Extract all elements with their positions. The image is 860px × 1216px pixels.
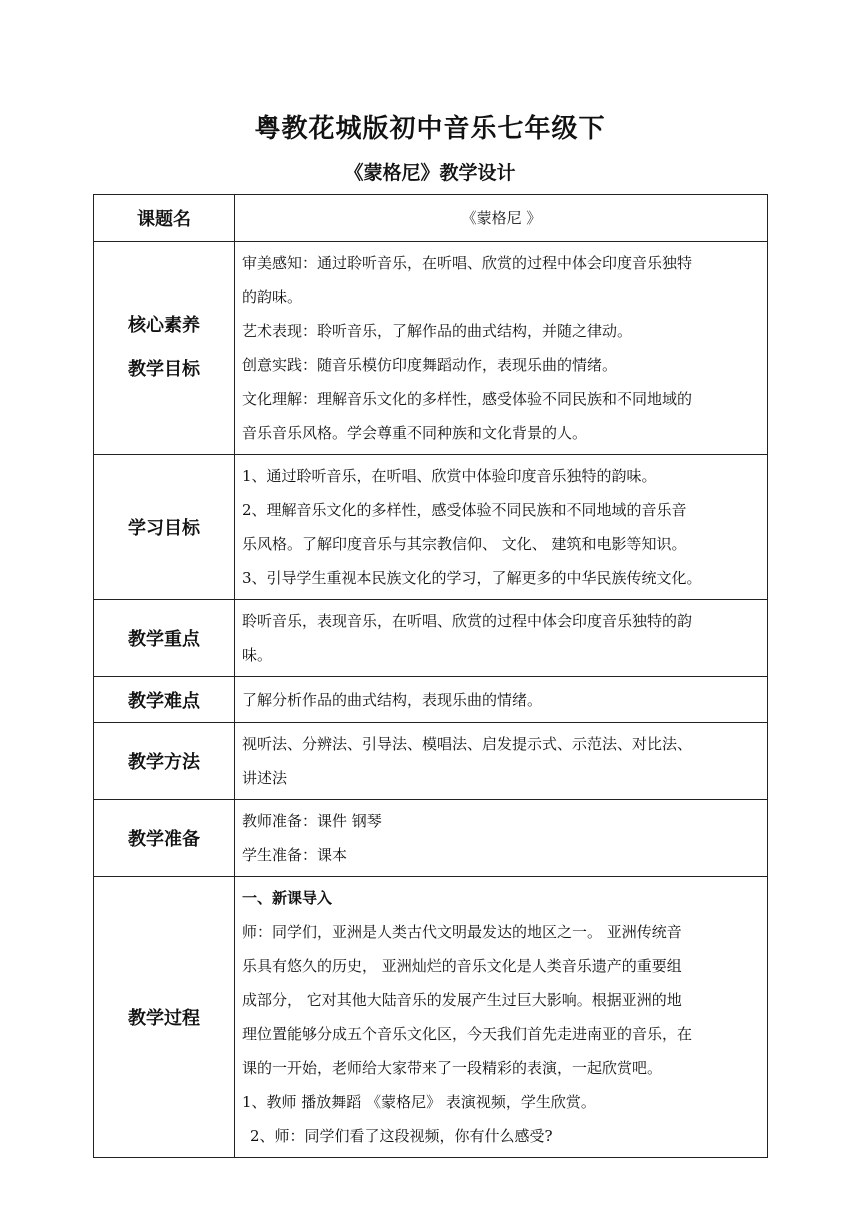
table-row-methods bbox=[94, 723, 768, 800]
process-line: 成部分， 它对其他大陆音乐的发展产生过巨大影响。根据亚洲的地 bbox=[242, 991, 682, 1009]
process-heading: 一、新课导入 bbox=[242, 889, 333, 907]
core-line: 的韵味。 bbox=[242, 288, 303, 306]
core-label-line: 教学目标 bbox=[128, 359, 200, 380]
table-row-key bbox=[94, 600, 768, 677]
process-content bbox=[235, 877, 768, 1158]
table-row-process bbox=[94, 877, 768, 1158]
methods-line: 视听法、分辨法、引导法、模唱法、启发提示式、示范法、对比法、 bbox=[242, 735, 693, 753]
key-label: 教学重点 bbox=[94, 600, 235, 677]
table-row-difficulty bbox=[94, 677, 768, 723]
table-row-topic bbox=[94, 195, 768, 242]
methods-line: 讲述法 bbox=[242, 769, 288, 787]
learning-line: 3、引导学生重视本民族文化的学习，了解更多的中华民族传统文化。 bbox=[242, 569, 702, 587]
process-line: 1、教师 播放舞蹈 《蒙格尼》 表演视频，学生欣赏。 bbox=[242, 1093, 596, 1111]
learning-line: 乐风格。了解印度音乐与其宗教信仰、 文化、 建筑和电影等知识。 bbox=[242, 535, 687, 553]
core-line: 创意实践：随音乐模仿印度舞蹈动作，表现乐曲的情绪。 bbox=[242, 356, 618, 374]
table-row-learning bbox=[94, 455, 768, 600]
learning-label: 学习目标 bbox=[94, 455, 235, 600]
core-label bbox=[94, 242, 235, 455]
prep-content bbox=[235, 800, 768, 877]
learning-line: 1、通过聆听音乐，在听唱、欣赏中体验印度音乐独特的韵味。 bbox=[242, 467, 657, 485]
key-line: 聆听音乐，表现音乐，在听唱、欣赏的过程中体会印度音乐独特的韵 bbox=[242, 612, 693, 630]
methods-content bbox=[235, 723, 768, 800]
prep-label: 教学准备 bbox=[94, 800, 235, 877]
table-row-prep bbox=[94, 800, 768, 877]
process-label: 教学过程 bbox=[94, 877, 235, 1158]
process-line: 乐具有悠久的历史， 亚洲灿烂的音乐文化是人类音乐遗产的重要组 bbox=[242, 957, 682, 975]
table-row-core bbox=[94, 242, 768, 455]
methods-label: 教学方法 bbox=[94, 723, 235, 800]
lesson-plan-table bbox=[93, 194, 768, 1158]
prep-line: 教师准备：课件 钢琴 bbox=[242, 812, 382, 830]
core-line: 文化理解：理解音乐文化的多样性，感受体验不同民族和不同地域的 bbox=[242, 390, 693, 408]
document-title: 粤教花城版初中音乐七年级下 bbox=[254, 114, 606, 144]
core-line: 音乐音乐风格。学会尊重不同种族和文化背景的人。 bbox=[242, 424, 588, 442]
difficulty-label: 教学难点 bbox=[94, 677, 235, 723]
difficulty-line: 了解分析作品的曲式结构，表现乐曲的情绪。 bbox=[242, 690, 543, 709]
key-line: 味。 bbox=[242, 646, 273, 664]
document-subtitle: 《蒙格尼》教学设计 bbox=[344, 162, 516, 184]
topic-label: 课题名 bbox=[94, 195, 235, 242]
prep-line: 学生准备：课本 bbox=[242, 846, 348, 864]
process-line: 2、师：同学们看了这段视频，你有什么感受? bbox=[250, 1127, 553, 1145]
learning-content bbox=[235, 455, 768, 600]
topic-value: 《蒙格尼 》 bbox=[235, 195, 768, 242]
process-line: 理位置能够分成五个音乐文化区，今天我们首先走进南亚的音乐，在 bbox=[242, 1025, 693, 1043]
difficulty-content bbox=[235, 677, 768, 723]
core-content bbox=[235, 242, 768, 455]
core-label-line: 核心素养 bbox=[128, 315, 200, 336]
learning-line: 2、理解音乐文化的多样性，感受体验不同民族和不同地域的音乐音 bbox=[242, 501, 687, 519]
core-line: 审美感知：通过聆听音乐，在听唱、欣赏的过程中体会印度音乐独特 bbox=[242, 254, 693, 272]
process-line: 师：同学们，亚洲是人类古代文明最发达的地区之一。 亚洲传统音 bbox=[242, 923, 682, 941]
process-line: 课的一开始，老师给大家带来了一段精彩的表演，一起欣赏吧。 bbox=[242, 1059, 663, 1077]
core-line: 艺术表现：聆听音乐，了解作品的曲式结构，并随之律动。 bbox=[242, 322, 633, 340]
key-content bbox=[235, 600, 768, 677]
